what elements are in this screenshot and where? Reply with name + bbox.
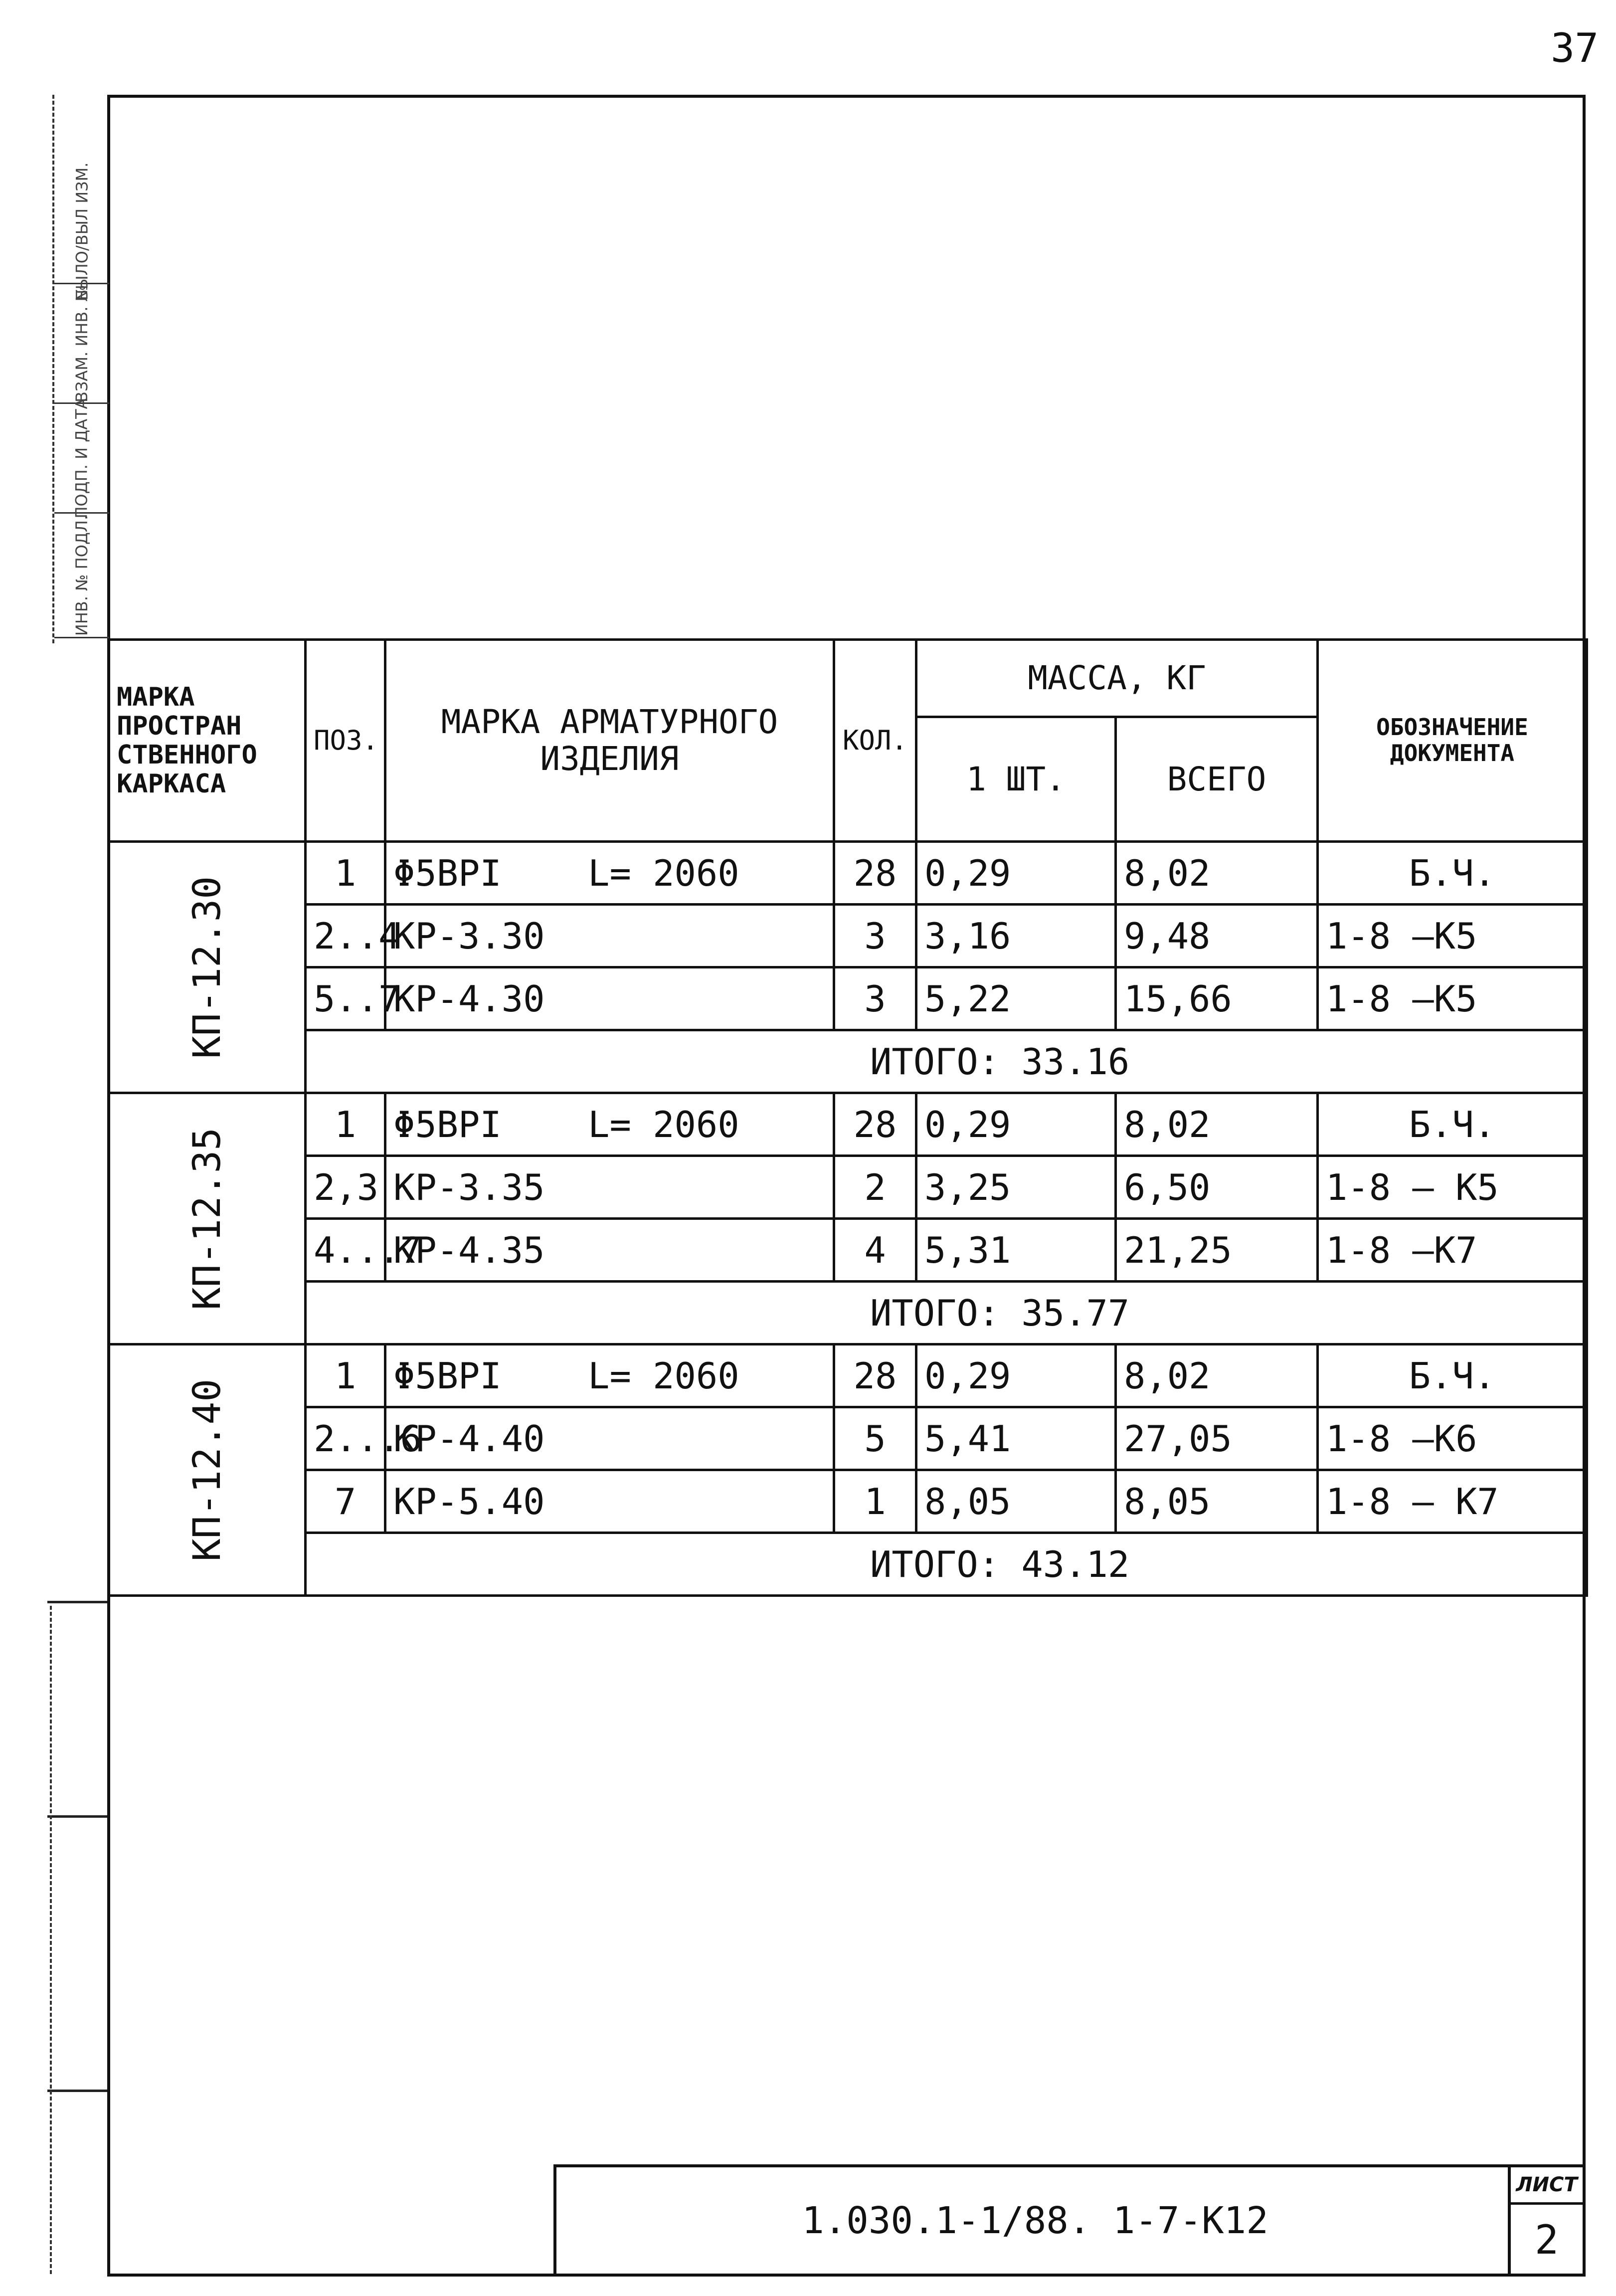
pos-cell: 1: [306, 1093, 385, 1156]
group-total: ИТОГО: 33.16: [306, 1030, 1587, 1093]
specification-table: [107, 638, 1588, 1597]
qty-cell: 28: [834, 1344, 916, 1407]
qty-cell: 2: [834, 1156, 916, 1219]
mass-one-cell: 3,25: [916, 1156, 1116, 1219]
margin-cell-2: [54, 284, 109, 404]
margin-label: ВЗАМ. ИНВ. №: [72, 284, 92, 402]
table-row: [109, 1344, 1587, 1407]
margin-cell-1: [54, 162, 109, 300]
document-cell: 1-8 —К6: [1318, 1407, 1587, 1470]
table-row: [109, 1470, 1587, 1533]
header-document: ОБОЗНАЧЕНИЕ ДОКУМЕНТА: [1318, 640, 1587, 842]
sheet-number: 2: [1534, 2216, 1559, 2263]
group-total: ИТОГО: 43.12: [306, 1533, 1587, 1596]
pos-cell: 2...6: [306, 1407, 385, 1470]
qty-cell: 5: [834, 1407, 916, 1470]
margin-dashed-line: [50, 1606, 52, 2274]
frame-mark: КП-12.40: [184, 1378, 229, 1561]
document-cell: 1-8 — К5: [1318, 1156, 1587, 1219]
item-mark-cell: КР-5.40: [385, 1470, 834, 1533]
margin-tick: [47, 1815, 107, 1818]
margin-label: БЫЛО/ВЫЛ ИЗМ.: [72, 162, 91, 300]
sheet-box: [1508, 2167, 1583, 2274]
document-cell: 1-8 —К7: [1318, 1219, 1587, 1282]
mass-one-cell: 5,31: [916, 1219, 1116, 1282]
mass-total-cell: 21,25: [1116, 1219, 1318, 1282]
margin-tick: [47, 2090, 107, 2092]
qty-cell: 3: [834, 967, 916, 1030]
mass-one-cell: 8,05: [916, 1470, 1116, 1533]
document-cell: Б.Ч.: [1318, 1093, 1587, 1156]
mass-one-cell: 3,16: [916, 905, 1116, 967]
header-pos: ПОЗ.: [306, 640, 385, 842]
sheet-label: ЛИСТ: [1511, 2167, 1583, 2205]
mass-one-cell: 5,41: [916, 1407, 1116, 1470]
frame-mark-cell: [109, 1093, 306, 1344]
item-mark-cell: КР-3.35: [385, 1156, 834, 1219]
table-row: [109, 1093, 1587, 1156]
group-total: ИТОГО: 35.77: [306, 1282, 1587, 1344]
qty-cell: 28: [834, 842, 916, 905]
title-block: [553, 2164, 1586, 2277]
pos-cell: 1: [306, 1344, 385, 1407]
item-mark-cell: Φ5ВРΙ L= 2060: [385, 842, 834, 905]
qty-cell: 28: [834, 1093, 916, 1156]
total-row: [109, 1282, 1587, 1344]
margin-tick: [47, 1601, 107, 1603]
margin-cell-3: [54, 397, 109, 519]
header-mass-total: ВСЕГО: [1116, 717, 1318, 842]
item-mark-cell: КР-4.40: [385, 1407, 834, 1470]
qty-cell: 1: [834, 1470, 916, 1533]
page-number: 37: [1551, 25, 1599, 71]
frame-mark-cell: [109, 842, 306, 1093]
pos-cell: 2,3: [306, 1156, 385, 1219]
mass-total-cell: 9,48: [1116, 905, 1318, 967]
mass-total-cell: 27,05: [1116, 1407, 1318, 1470]
margin-stamp: [52, 95, 110, 643]
header-mass-one: 1 ШТ.: [916, 717, 1116, 842]
margin-label: ПОДП. И ДАТА: [72, 397, 91, 519]
table-row: [109, 1407, 1587, 1470]
document-cell: Б.Ч.: [1318, 842, 1587, 905]
pos-cell: 5..7: [306, 967, 385, 1030]
pos-cell: 1: [306, 842, 385, 905]
total-row: [109, 1030, 1587, 1093]
mass-one-cell: 0,29: [916, 1093, 1116, 1156]
table-row: [109, 842, 1587, 905]
mass-one-cell: 5,22: [916, 967, 1116, 1030]
document-code: 1.030.1-1/88. 1-7-К12: [802, 2199, 1268, 2242]
document-cell: 1-8 —К5: [1318, 905, 1587, 967]
mass-total-cell: 8,02: [1116, 1344, 1318, 1407]
pos-cell: 2..4: [306, 905, 385, 967]
item-mark-cell: Φ5ВРΙ L= 2060: [385, 1344, 834, 1407]
pos-cell: 7: [306, 1470, 385, 1533]
header-qty: КОЛ.: [834, 640, 916, 842]
header-frame-mark: МАРКА ПРОСТРАН СТВЕННОГО КАРКАСА: [109, 640, 306, 842]
mass-one-cell: 0,29: [916, 842, 1116, 905]
frame-mark: КП-12.30: [184, 876, 229, 1059]
item-mark-cell: КР-4.35: [385, 1219, 834, 1282]
table-row: [109, 967, 1587, 1030]
margin-cell-4: [54, 514, 109, 638]
item-mark-cell: Φ5ВРΙ L= 2060: [385, 1093, 834, 1156]
item-mark-cell: КР-3.30: [385, 905, 834, 967]
pos-cell: 4...7: [306, 1219, 385, 1282]
table-row: [109, 1156, 1587, 1219]
mass-total-cell: 8,02: [1116, 1093, 1318, 1156]
mass-total-cell: 8,02: [1116, 842, 1318, 905]
mass-total-cell: 6,50: [1116, 1156, 1318, 1219]
mass-total-cell: 8,05: [1116, 1470, 1318, 1533]
item-mark-cell: КР-4.30: [385, 967, 834, 1030]
document-cell: 1-8 —К5: [1318, 967, 1587, 1030]
document-cell: Б.Ч.: [1318, 1344, 1587, 1407]
mass-total-cell: 15,66: [1116, 967, 1318, 1030]
document-cell: 1-8 — К7: [1318, 1470, 1587, 1533]
frame-mark: КП-12.35: [184, 1127, 229, 1310]
table-row: [109, 905, 1587, 967]
header-mass: МАССА, КГ: [916, 640, 1318, 717]
table-row: [109, 1219, 1587, 1282]
frame-mark-cell: [109, 1344, 306, 1596]
mass-one-cell: 0,29: [916, 1344, 1116, 1407]
total-row: [109, 1533, 1587, 1596]
qty-cell: 3: [834, 905, 916, 967]
qty-cell: 4: [834, 1219, 916, 1282]
margin-label: ИНВ. № ПОДЛ.: [72, 515, 92, 636]
header-item-mark: МАРКА АРМАТУРНОГО ИЗДЕЛИЯ: [385, 640, 834, 842]
